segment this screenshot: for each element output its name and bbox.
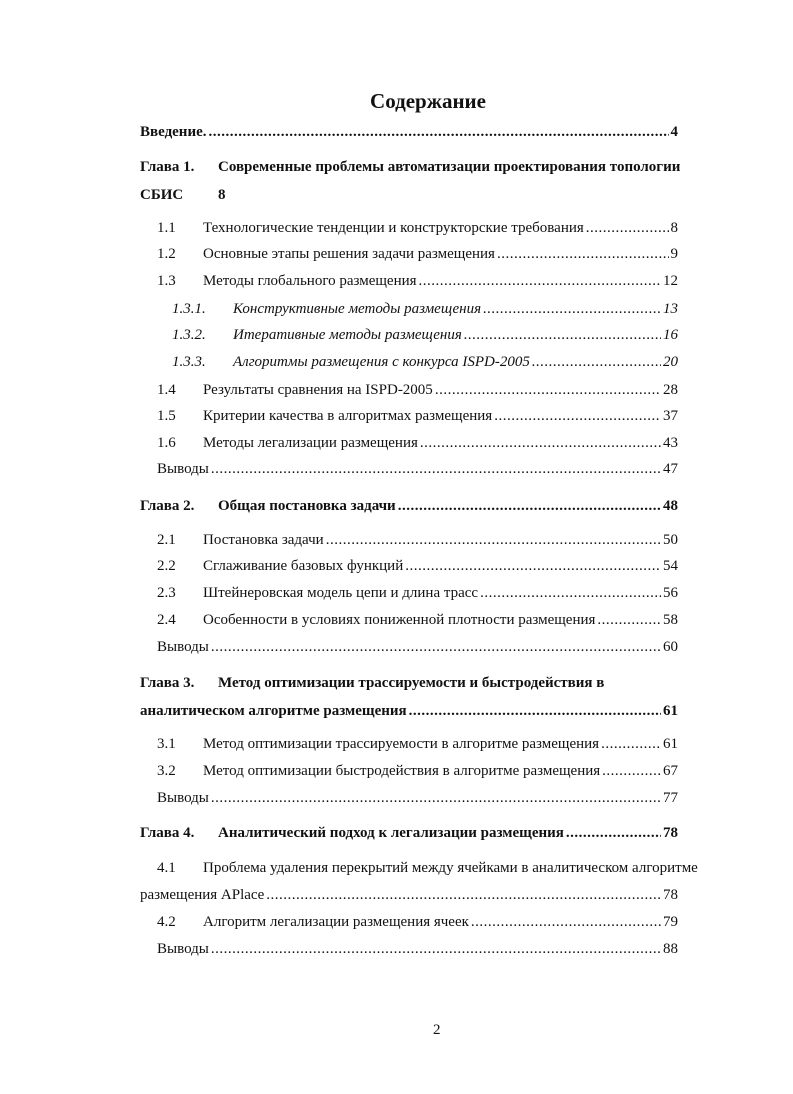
- entry-title: Метод оптимизации трассируемости в алгоритме размещения: [203, 736, 600, 752]
- toc-entry[interactable]: [172, 352, 678, 372]
- entry-title: Конструктивные методы размещения: [233, 301, 482, 317]
- entry-title: Выводы: [157, 941, 209, 957]
- entry-page: 78: [663, 887, 678, 903]
- dot-leader: [420, 433, 661, 453]
- toc-entry-conclusions[interactable]: [157, 788, 678, 808]
- entry-page: 77: [663, 790, 678, 806]
- dot-leader: [211, 939, 661, 959]
- toc-entry[interactable]: [157, 433, 678, 453]
- toc-entry[interactable]: [172, 325, 678, 345]
- entry-number: 1.5: [157, 408, 176, 424]
- entry-number: 1.2: [157, 246, 176, 262]
- chapter-label: Глава 4.: [140, 825, 195, 841]
- entry-page: 47: [663, 461, 678, 477]
- entry-page: 61: [663, 736, 678, 752]
- dot-leader: [586, 218, 669, 238]
- toc-entry[interactable]: [172, 299, 678, 319]
- entry-number: 1.3: [157, 273, 176, 289]
- entry-number: 2.2: [157, 558, 176, 574]
- entry-title: Проблема удаления перекрытий между ячейками в аналитическом алгоритме: [203, 860, 698, 876]
- entry-page: 67: [663, 763, 678, 779]
- dot-leader: [601, 734, 661, 754]
- toc-chapter-1[interactable]: [140, 157, 680, 177]
- entry-page: 16: [663, 327, 678, 343]
- toc-entry-cont[interactable]: [140, 885, 678, 905]
- entry-number: 3.1: [157, 736, 176, 752]
- toc-chapter-2[interactable]: [140, 496, 678, 516]
- entry-title: Методы глобального размещения: [203, 273, 417, 289]
- dot-leader: [464, 325, 661, 345]
- page-number: 2: [433, 1022, 441, 1038]
- chapter-label: Глава 2.: [140, 498, 195, 514]
- entry-number: 1.6: [157, 435, 176, 451]
- chapter-page: 61: [663, 703, 678, 719]
- dot-leader: [211, 459, 661, 479]
- chapter-page: 78: [663, 825, 678, 841]
- dot-leader: [266, 885, 661, 905]
- entry-page: 56: [663, 585, 678, 601]
- dot-leader: [532, 352, 661, 372]
- entry-title: Особенности в условиях пониженной плотности размещения: [203, 612, 596, 628]
- entry-title: Выводы: [157, 790, 209, 806]
- entry-page: 4: [670, 124, 678, 140]
- toc-entry[interactable]: [157, 583, 678, 603]
- entry-title: Алгоритм легализации размещения ячеек: [203, 914, 469, 930]
- chapter-title-cont: аналитическом алгоритме размещения: [140, 703, 407, 719]
- entry-number: 1.3.2.: [172, 327, 206, 343]
- dot-leader: [405, 556, 661, 576]
- dot-leader: [497, 244, 669, 264]
- toc-entry[interactable]: [157, 610, 678, 630]
- entry-title: Штейнеровская модель цепи и длина трасс: [203, 585, 479, 601]
- dot-leader: [209, 122, 669, 142]
- dot-leader: [211, 788, 661, 808]
- toc-entry[interactable]: [157, 556, 678, 576]
- entry-title: Методы легализации размещения: [203, 435, 418, 451]
- entry-title: Сглаживание базовых функций: [203, 558, 404, 574]
- page-title: Содержание: [370, 89, 486, 113]
- toc-entry-conclusions[interactable]: [157, 637, 678, 657]
- dot-leader: [480, 583, 661, 603]
- entry-title-cont: размещения APlace: [140, 887, 265, 903]
- entry-page: 60: [663, 639, 678, 655]
- dot-leader: [211, 637, 661, 657]
- entry-page: 13: [663, 301, 678, 317]
- entry-title: Метод оптимизации быстродействия в алгоритме размещения: [203, 763, 601, 779]
- chapter-label: Глава 1.: [140, 159, 195, 175]
- entry-page: 58: [663, 612, 678, 628]
- dot-leader: [409, 701, 661, 721]
- entry-number: 1.3.3.: [172, 354, 206, 370]
- toc-chapter-3[interactable]: [140, 673, 604, 693]
- entry-number: 3.2: [157, 763, 176, 779]
- chapter-title-cont: СБИС: [140, 187, 184, 203]
- dot-leader: [398, 496, 661, 516]
- entry-title: Введение.: [140, 124, 207, 140]
- entry-page: 37: [663, 408, 678, 424]
- entry-number: 2.3: [157, 585, 176, 601]
- entry-page: 50: [663, 532, 678, 548]
- toc-entry-conclusions[interactable]: [157, 939, 678, 959]
- entry-page: 12: [663, 273, 678, 289]
- entry-title: Постановка задачи: [203, 532, 324, 548]
- chapter-title: Аналитический подход к легализации размещения: [218, 825, 564, 841]
- entry-number: 1.4: [157, 382, 176, 398]
- toc-intro[interactable]: [140, 122, 678, 142]
- entry-page: 8: [670, 220, 678, 236]
- toc-entry[interactable]: [157, 912, 678, 932]
- toc-chapter-4[interactable]: [140, 823, 678, 843]
- dot-leader: [483, 299, 661, 319]
- toc-entry-conclusions[interactable]: [157, 459, 678, 479]
- entry-number: 1.3.1.: [172, 301, 206, 317]
- chapter-page: 48: [663, 498, 678, 514]
- entry-title: Основные этапы решения задачи размещения: [203, 246, 495, 262]
- entry-page: 88: [663, 941, 678, 957]
- entry-page: 20: [663, 354, 678, 370]
- toc-entry[interactable]: [157, 406, 678, 426]
- entry-page: 79: [663, 914, 678, 930]
- dot-leader: [326, 530, 661, 550]
- entry-number: 4.1: [157, 860, 176, 876]
- chapter-page: 8: [218, 187, 226, 203]
- entry-page: 28: [663, 382, 678, 398]
- chapter-title: Современные проблемы автоматизации проектирования топологии: [218, 159, 681, 175]
- entry-title: Выводы: [157, 639, 209, 655]
- toc-entry[interactable]: [157, 218, 678, 238]
- entry-page: 9: [670, 246, 678, 262]
- dot-leader: [419, 271, 661, 291]
- entry-title: Результаты сравнения на ISPD-2005: [203, 382, 433, 398]
- entry-page: 54: [663, 558, 678, 574]
- entry-number: 4.2: [157, 914, 176, 930]
- toc-entry[interactable]: [157, 734, 678, 754]
- toc-entry[interactable]: [157, 858, 698, 878]
- entry-page: 43: [663, 435, 678, 451]
- dot-leader: [494, 406, 661, 426]
- toc-entry[interactable]: [157, 380, 678, 400]
- dot-leader: [602, 761, 661, 781]
- toc-entry[interactable]: [157, 244, 678, 264]
- entry-title: Критерии качества в алгоритмах размещения: [203, 408, 493, 424]
- entry-title: Итеративные методы размещения: [233, 327, 462, 343]
- chapter-label: Глава 3.: [140, 675, 195, 691]
- toc-entry[interactable]: [157, 761, 678, 781]
- chapter-title: Общая постановка задачи: [218, 498, 396, 514]
- toc-chapter-1-cont[interactable]: [140, 185, 226, 205]
- toc-entry[interactable]: [157, 530, 678, 550]
- toc-chapter-3-cont[interactable]: [140, 701, 678, 721]
- entry-number: 1.1: [157, 220, 176, 236]
- entry-number: 2.4: [157, 612, 176, 628]
- entry-title: Выводы: [157, 461, 209, 477]
- dot-leader: [597, 610, 661, 630]
- toc-entry[interactable]: [157, 271, 678, 291]
- dot-leader: [471, 912, 661, 932]
- chapter-title: Метод оптимизации трассируемости и быстродействия в: [218, 675, 605, 691]
- entry-title: Технологические тенденции и конструкторские требования: [203, 220, 584, 236]
- dot-leader: [566, 823, 661, 843]
- dot-leader: [435, 380, 661, 400]
- entry-title: Алгоритмы размещения с конкурса ISPD-2005: [233, 354, 530, 370]
- entry-number: 2.1: [157, 532, 176, 548]
